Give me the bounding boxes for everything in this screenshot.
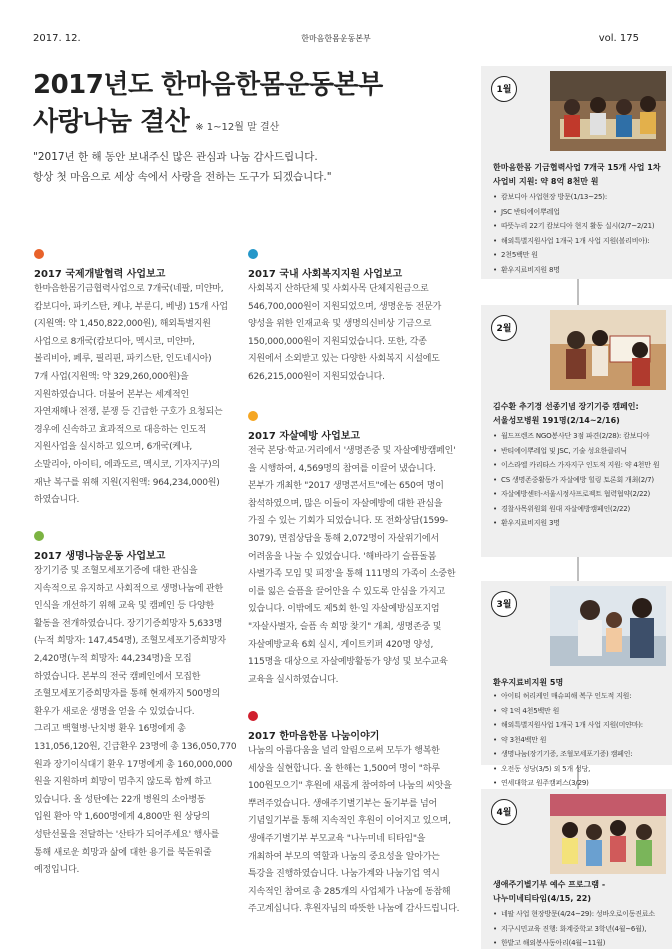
text-line: 있습니다. 올 성탄에는 22개 병원의 소아병동	[34, 794, 206, 805]
timeline-sidebar	[481, 66, 672, 949]
photo-child-care	[550, 586, 666, 666]
text-line: 경우에 신속하고 효과적으로 대응하는 인도적	[34, 424, 207, 435]
timeline-item: • 아이티 허리케인 매슈피해 복구 인도적 지원:	[493, 689, 668, 704]
text-line: 사회복지 산하단체 및 사회사목 단체지원금으로	[248, 284, 429, 294]
photo-classroom	[550, 71, 666, 151]
section-body	[248, 743, 470, 919]
text-line: 626,215,000원이 지원되었습니다.	[248, 371, 385, 382]
text-line: 사업으로 8개국(캄보디아, 멕시코, 미얀마,	[34, 336, 195, 347]
orange-dot-icon	[34, 249, 44, 259]
text-line: 개최하여 부모의 역할과 나눔의 중요성을 알아가는	[248, 851, 440, 862]
text-line: 입원 환아 약 1,600명에게 4,800만 원 상당의	[34, 812, 210, 823]
text-line: 볼리비아, 페루, 필리핀, 파키스탄, 인도네시아)	[34, 354, 212, 365]
timeline-item: • 캄보디아 사업현장 방문(1/13~25):	[493, 190, 668, 205]
month-items	[493, 190, 668, 277]
page-title-line2	[33, 101, 279, 138]
text-line: 지원사업을 실시하고 있으며, 6개국(케냐,	[34, 442, 193, 453]
text-line: 3079), 면접상담을 통해 2,072명이 자살위기에서	[248, 533, 439, 544]
text-line: 서울성모병원 191명(2/14~2/16)	[493, 416, 620, 425]
text-line: 나누미네티타임(4/15, 22)	[493, 894, 591, 903]
timeline-item: • 지구시민교육 진행: 화계중학교 3학년(4월~6월),	[493, 922, 668, 937]
timeline-item: • 환우지료비지원 3명	[493, 516, 668, 531]
page-title-line1: 2017년도 한마음한몸운동본부	[33, 70, 383, 100]
timeline-item: • 약 1억 4천5백만 원	[493, 704, 668, 719]
timeline-item: • 해외특별지원사업 1개국 1개 사업 지원(미얀마):	[493, 718, 668, 733]
text-line: 자살예방교육 6회 실시, 게이트키퍼 420명 양성,	[248, 639, 434, 650]
timeline-item: • 약 3천4백만 원	[493, 733, 668, 748]
section-body	[34, 563, 239, 880]
green-dot-icon	[34, 531, 44, 541]
timeline-item: • 자살예방센터-서울시정사프로젝트 협력협약(2/22)	[493, 487, 668, 502]
timeline-item: • 생명나눔(장기기증, 조혈모세포기증) 캠페인:	[493, 747, 668, 762]
text-line: 양성을 위한 인재교육 및 생명의신비상 기금으로	[248, 319, 432, 330]
month-badge: 4월	[491, 799, 517, 825]
text-line: 통해 새로운 희망과 삶에 대한 용기를 북돋워줄	[34, 847, 212, 858]
text-line: 김수환 추기경 선종기념 장기기증 캠페인:	[493, 402, 639, 411]
text-line: 환우가 새로운 생명을 얻을 수 있었습니다.	[34, 706, 195, 717]
text-line: 환우지료비지원 5명	[493, 678, 564, 687]
month-items	[493, 907, 668, 951]
section-suicide-prevention	[248, 411, 468, 689]
text-line: 참석하였으며, 많은 이들이 자살예방에 대한 관심을	[248, 498, 443, 509]
text-line: 사업비 지원: 약 8억 8천만 원	[493, 177, 599, 186]
text-line: 뿌려주었습니다. 생애주기별기부는 돌기부를 넘어	[248, 798, 438, 809]
text-line: 예정입니다.	[34, 865, 80, 876]
text-line: "자살사별자, 슬픔 속 희망 찾기" 개최, 생명존중 및	[248, 621, 442, 632]
text-line: 활동을 전개하였습니다. 장기기증희망자 5,633명	[34, 618, 223, 629]
text-line: 100원모으기" 후원에 새롭게 참여하여 나눔의 씨앗을	[248, 781, 452, 792]
timeline-item: • 월드프렌즈 NGO봉사단 3점 파견(2/28): 캄보디아	[493, 429, 668, 444]
section-body	[248, 281, 463, 387]
yellow-dot-icon	[248, 411, 258, 421]
month-items	[493, 689, 668, 791]
text-line: 특강을 진행하였습니다. 나눔가계와 나눔기업 역시	[248, 869, 440, 880]
text-line: 가질 수 있는 기회가 되었습니다. 또 전화상담(1599-	[248, 516, 448, 527]
timeline-item: • 해외특별지원사업 1개국 1개 사업 지원(볼리비아):	[493, 234, 668, 249]
text-line: 있습니다. 이밖에도 제5회 한·일 자살예방심포지엄	[248, 604, 440, 615]
quote-line-1: "2017년 한 해 동안 보내주신 많은 관심과 나눔 감사드립니다.	[33, 151, 318, 163]
header-publication: 한마음한몸운동본부	[301, 34, 371, 43]
section-title: 2017 국제개발협력 사업보고	[34, 269, 166, 280]
title-note: ※ 1~12월 말 결산	[195, 122, 280, 133]
month-card-1	[481, 66, 672, 279]
timeline-item: • 환우지료비지원 8명	[493, 263, 668, 278]
photo-campaign	[550, 310, 666, 390]
section-sharing-story	[248, 711, 470, 919]
month-card-3	[481, 581, 672, 787]
text-line: 한마음한몸기금협력사업으로 7개국(네팔, 미얀마,	[34, 284, 224, 294]
text-line: 한마음한몸 기금협력사업 7개국 15개 사업 1차	[493, 163, 661, 172]
text-line: 캄보디아, 파키스탄, 케냐, 부룬디, 베냉) 15개 사업	[34, 301, 228, 312]
timeline-item: • 따뜻누리 22기 캄보디아 현지 활동 실시(2/7~2/21)	[493, 219, 668, 234]
text-line: (지원액: 약 1,450,822,000원), 해외특별지원	[34, 319, 211, 330]
text-line: 을 시행하여, 4,569명의 참여를 이끌어 냈습니다.	[248, 463, 436, 474]
month-badge: 1월	[491, 76, 517, 102]
month-card-4	[481, 789, 672, 949]
timeline-item: • 경찰사목위원회 원대 자살예방캠페인(2/22)	[493, 502, 668, 517]
text-line: 546,700,000원이 지원되었으며, 생명운동 전문가	[248, 301, 442, 312]
timeline-item: • 2천5백만 원	[493, 248, 668, 263]
month-badge: 2월	[491, 315, 517, 341]
section-life	[34, 531, 239, 880]
text-line: 성탄선물을 전달하는 '산타가 되어주세요' 행사를	[34, 829, 220, 840]
section-domestic	[248, 249, 463, 387]
text-line: 본부가 개최한 "2017 생명콘서트"에는 650여 명이	[248, 481, 444, 492]
text-line: 기념일기부를 통해 지속적인 후원이 이어지고 있으며,	[248, 816, 451, 827]
text-line: 이를 잃은 슬픔을 끌어안을 수 있도록 안심을 가지고	[248, 586, 446, 597]
timeline-item: • 반티에이뿌레업 및 JSC, 기술 성요한클리닉	[493, 444, 668, 459]
text-line: 원을 지원하며 희망이 멈추지 않도록 함께 하고	[34, 777, 212, 788]
text-line: 2,420명(누적 희망자: 44,234명)을 모집	[34, 653, 192, 664]
text-line: 재난 복구를 위해 지원(지원액: 964,234,000원)	[34, 477, 220, 488]
quote-line-2: 항상 첫 마음으로 세상 속에서 사랑을 전하는 도구가 되겠습니다."	[33, 171, 332, 183]
section-body	[34, 281, 234, 510]
text-line: 115명을 대상으로 자살예방활동가 양성 및 보수교육	[248, 657, 448, 668]
text-line: 전국 본당·학교·거리에서 '생명존중 및 자살예방캠페인'	[248, 446, 456, 456]
text-line: 생애주기별기부 예수 프로그램 -	[493, 880, 606, 889]
timeline-item: • JSC 반티에이뿌레업	[493, 205, 668, 220]
red-dot-icon	[248, 711, 258, 721]
blue-dot-icon	[248, 249, 258, 259]
page-title-text: 사랑나눔 결산	[33, 107, 190, 137]
text-line: 7개 사업(지원액: 약 329,260,000원)을	[34, 371, 189, 382]
text-line: 나눔의 아름다움을 널리 알림으로써 모두가 행복한	[248, 746, 440, 756]
text-line: 지원하였습니다. 더불어 본부는 세계적인	[34, 389, 190, 400]
month-heading	[493, 878, 668, 906]
header-volume: vol. 175	[598, 33, 639, 44]
text-line: 어려움을 나눌 수 있었습니다. '해바라기 슬픔돌봄	[248, 551, 437, 562]
text-line: 소말리아, 아이티, 에콰도르, 멕시코, 기자지구)의	[34, 459, 220, 470]
month-items	[493, 429, 668, 531]
month-card-2	[481, 305, 672, 557]
section-international	[34, 249, 234, 510]
text-line: 하였습니다. 본부의 전국 캠페인에서 모집한	[34, 671, 201, 682]
text-line: 131,056,120원, 긴급환우 23명에 총 136,050,770	[34, 741, 237, 752]
text-line: 하였습니다.	[34, 495, 80, 506]
section-title: 2017 자살예방 사업보고	[248, 431, 361, 442]
text-line: 장기기증 및 조혈모세포기증에 대한 관심을	[34, 566, 198, 576]
text-line: 인식을 개선하기 위해 교육 및 캠페인 등 다양한	[34, 601, 215, 612]
month-heading	[493, 676, 668, 690]
text-line: 그리고 백혈병·난치병 환우 16명에게 총	[34, 724, 186, 735]
text-line: 원과 장기이식대기 환우 17명에게 총 160,000,000	[34, 759, 233, 770]
text-line: 지속적으로 유지하고 사회적으로 생명나눔에 관한	[34, 583, 224, 594]
section-body	[248, 443, 468, 689]
text-line: 교육을 실시하였습니다.	[248, 674, 339, 685]
section-title: 2017 국내 사회복지지원 사업보고	[248, 269, 403, 280]
text-line: 지속적인 참여로 총 285개의 사업체가 나눔에 동참해	[248, 886, 451, 897]
section-title: 2017 한마음한몸 나눔이야기	[248, 731, 380, 742]
text-line: 세상을 실현합니다. 올 한해는 1,500여 명이 "하루	[248, 763, 440, 774]
timeline-item: • 이스라엘 카리타스 가자지구 인도적 지원: 약 4천만 원	[493, 458, 668, 473]
month-heading	[493, 400, 668, 428]
timeline-item: • 네팔 사업 현장방문(4/24~29): 성바오로이동진료소	[493, 907, 668, 922]
month-badge: 3월	[491, 591, 517, 617]
text-line: 지원에서 소외받고 있는 다양한 사회복지 시설에도	[248, 354, 440, 365]
text-line: 주고계십니다. 후원자님의 따뜻한 나눔에 감사드립니다.	[248, 904, 460, 915]
timeline-item: • 오전동 성당(3/5) 외 5개 성당,	[493, 762, 668, 777]
text-line: (누적 희망자: 147,454명), 조혈모세포기증희망자	[34, 636, 226, 647]
section-title: 2017 생명나눔운동 사업보고	[34, 551, 166, 562]
text-line: 자연재해나 전쟁, 분쟁 등 긴급한 구호가 요청되는	[34, 407, 223, 418]
timeline-item: • CS 생명존중활동가 자살예방 힐링 토론회 개최(2/7)	[493, 473, 668, 488]
photo-family-program	[550, 794, 666, 874]
timeline-item: • 연세대학교 원주캠퍼스(3/29)	[493, 776, 668, 791]
intro-quote	[33, 147, 463, 187]
header-date: 2017. 12.	[33, 33, 81, 44]
text-line: 생애주기별기부 부모교육 "나누미네 티타임"을	[248, 833, 426, 844]
text-line: 사별가족 모임 및 피정'을 통해 111명의 가족이 소중한	[248, 569, 456, 580]
month-heading	[493, 161, 668, 189]
text-line: 150,000,000원이 지원되었습니다. 또한, 각종	[248, 336, 427, 347]
timeline-item: • 한밭고 해외봉사동아리(4월~11월)	[493, 936, 668, 951]
text-line: 조혈모세포기증희망자를 통해 현재까지 500명의	[34, 689, 220, 700]
